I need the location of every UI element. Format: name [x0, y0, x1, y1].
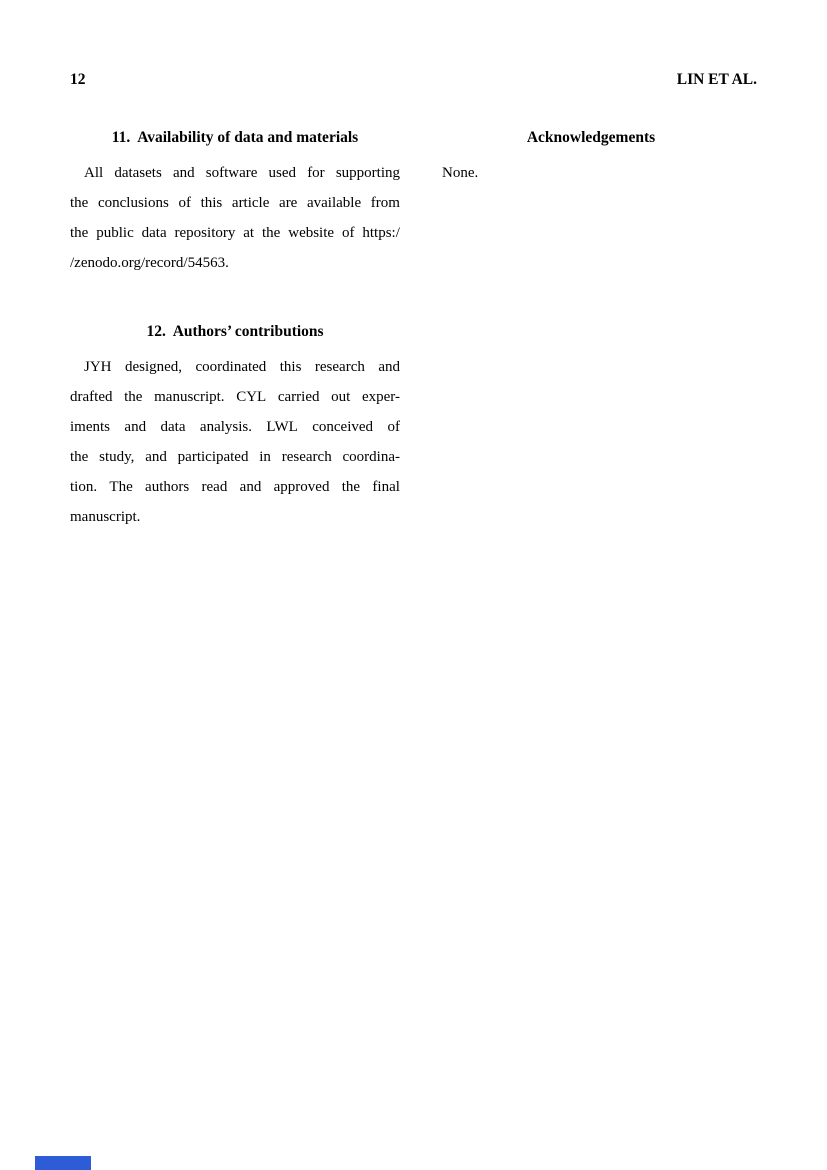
right-column — [426, 128, 756, 188]
footer-marker — [35, 1156, 91, 1170]
paragraph-line: All datasets and software used for supporting — [84, 165, 400, 181]
acknowledgements-paragraph — [426, 158, 756, 188]
paragraph-line: manuscript. — [70, 509, 141, 525]
paragraph-line: drafted the manuscript. CYL carried out exper- — [70, 389, 400, 405]
running-head: LIN ET AL. — [676, 71, 757, 88]
paragraph-line: JYH designed, coordinated this research and — [84, 359, 400, 375]
section-heading-availability: 11. Availability of data and materials — [111, 129, 359, 146]
paragraph-line: the conclusions of this article are available from — [70, 195, 400, 211]
section-heading-contributions: 12. Authors’ contributions — [146, 323, 324, 340]
paragraph-line: the study, and participated in research coordina- — [70, 449, 400, 465]
contributions-paragraph — [70, 352, 400, 532]
paragraph-line: iments and data analysis. LWL conceived of — [70, 419, 400, 435]
page-number: 12 — [70, 71, 86, 88]
availability-paragraph — [70, 158, 400, 278]
paragraph-line: None. — [442, 165, 479, 181]
paragraph-line: tion. The authors read and approved the final — [70, 479, 400, 495]
paragraph-line: /zenodo.org/record/54563. — [70, 255, 229, 271]
paragraph-line: the public data repository at the website of https:/ — [70, 225, 400, 241]
left-column — [70, 128, 400, 532]
section-heading-acknowledgements: Acknowledgements — [526, 129, 656, 146]
page-header — [70, 70, 757, 89]
